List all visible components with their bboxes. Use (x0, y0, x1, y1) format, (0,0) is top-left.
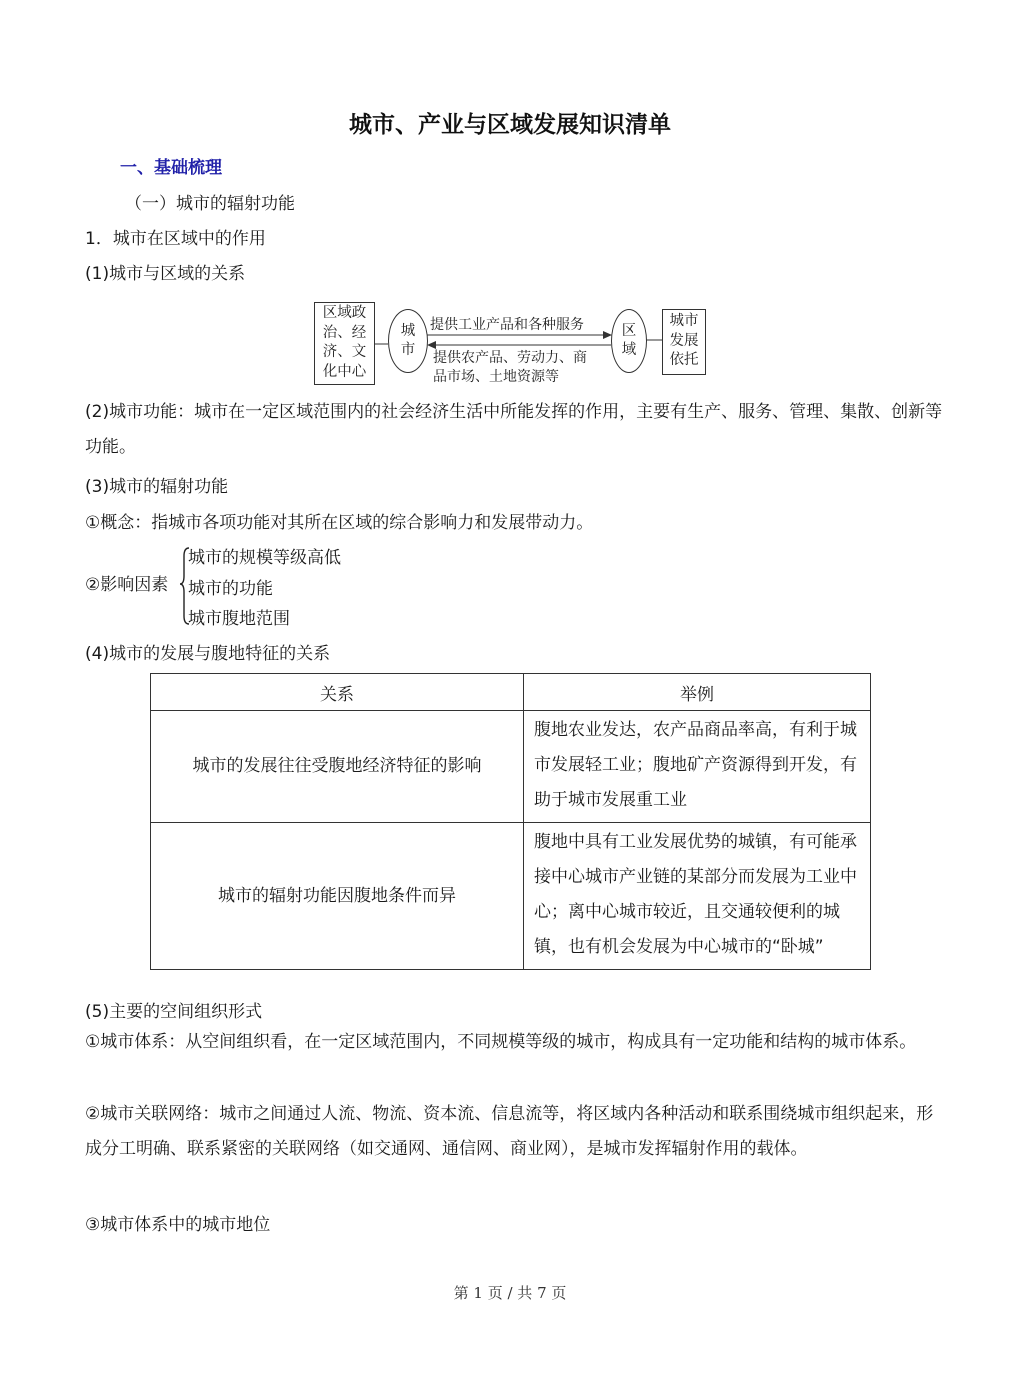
point-5-3-label: ③城市体系中的城市地位 (85, 1215, 271, 1235)
region-oval-char: 区 (621, 323, 637, 339)
left-box-line: 治、经 (322, 324, 367, 341)
table-header: 关系 (151, 674, 524, 711)
example-cell: 腹地中具有工业发展优势的城镇，有可能承接中心城市产业链的某部分而发展为工业中心；离中心城市较近，且交通较便利的城镇，也有机会发展为中心城市的“卧城” (524, 823, 871, 970)
factors-label: ②影响因素 (85, 575, 169, 595)
section-heading: 一、基础梳理 (120, 158, 222, 178)
table-header-row (151, 674, 871, 711)
region-oval-char: 域 (621, 342, 637, 358)
concept-line: ①概念：指城市各项功能对其所在区域的综合影响力和发展带动力。 (85, 513, 594, 533)
subsection-heading: （一）城市的辐射功能 (125, 194, 295, 214)
relation-cell: 城市的发展往往受腹地经济特征的影响 (151, 711, 524, 823)
city-oval (388, 309, 428, 373)
item-heading: 1．城市在区域中的作用 (85, 229, 266, 249)
point-3-label: (3)城市的辐射功能 (85, 477, 229, 497)
right-box (662, 309, 706, 375)
paragraph-city-function: (2)城市功能：城市在一定区域范围内的社会经济生活中所能发挥的作用，主要有生产、服务、管理、集散、创新等功能。 (85, 402, 943, 457)
city-oval-char: 市 (400, 342, 416, 358)
city-oval-char: 城 (400, 323, 416, 339)
table-row (151, 823, 871, 970)
relation-cell: 城市的辐射功能因腹地条件而异 (151, 823, 524, 970)
right-box-line: 依托 (669, 352, 699, 368)
paragraph-city-system: ①城市体系：从空间组织看，在一定区域范围内，不同规模等级的城市，构成具有一定功能和结构的城市体系。 (85, 1032, 917, 1052)
left-box-line: 济、文 (322, 344, 367, 360)
example-cell: 腹地农业发达，农产品商品率高，有利于城市发展轻工业；腹地矿产资源得到开发，有助于城市发展重工业 (524, 711, 871, 823)
point-4-label: (4)城市的发展与腹地特征的关系 (85, 644, 331, 664)
left-box-line: 化中心 (322, 363, 367, 380)
point-5-label: (5)主要的空间组织形式 (85, 1002, 263, 1022)
page-footer: 第 1 页 / 共 7 页 (453, 1284, 567, 1302)
table-header: 举例 (524, 674, 871, 711)
relation-table (150, 673, 871, 970)
paragraph-city-network: ②城市关联网络：城市之间通过人流、物流、资本流、信息流等，将区域内各种活动和联系围绕城市组织起来，形成分工明确、联系紧密的关联网络（如交通网、通信网、商业网），是城市发挥辐射作用的载体。 (85, 1104, 934, 1159)
region-oval (611, 309, 647, 373)
table-row (151, 711, 871, 823)
arrow-top-label: 提供工业产品和各种服务 (430, 317, 584, 333)
right-box-line: 发展 (669, 332, 699, 349)
left-box (314, 302, 375, 385)
factor-item: 城市的功能 (188, 579, 273, 599)
diagram-connectors (0, 0, 1020, 400)
arrow-bottom-label: 提供农产品、劳动力、商 (433, 350, 587, 366)
right-box-line: 城市 (669, 313, 699, 329)
arrow-bottom-label: 品市场、土地资源等 (433, 369, 559, 385)
factor-item: 城市的规模等级高低 (188, 548, 341, 568)
left-box-line: 区域政 (322, 305, 367, 321)
page-title: 城市、产业与区域发展知识清单 (349, 112, 671, 138)
point-1-label: (1)城市与区域的关系 (85, 264, 246, 284)
factor-item: 城市腹地范围 (188, 609, 290, 629)
